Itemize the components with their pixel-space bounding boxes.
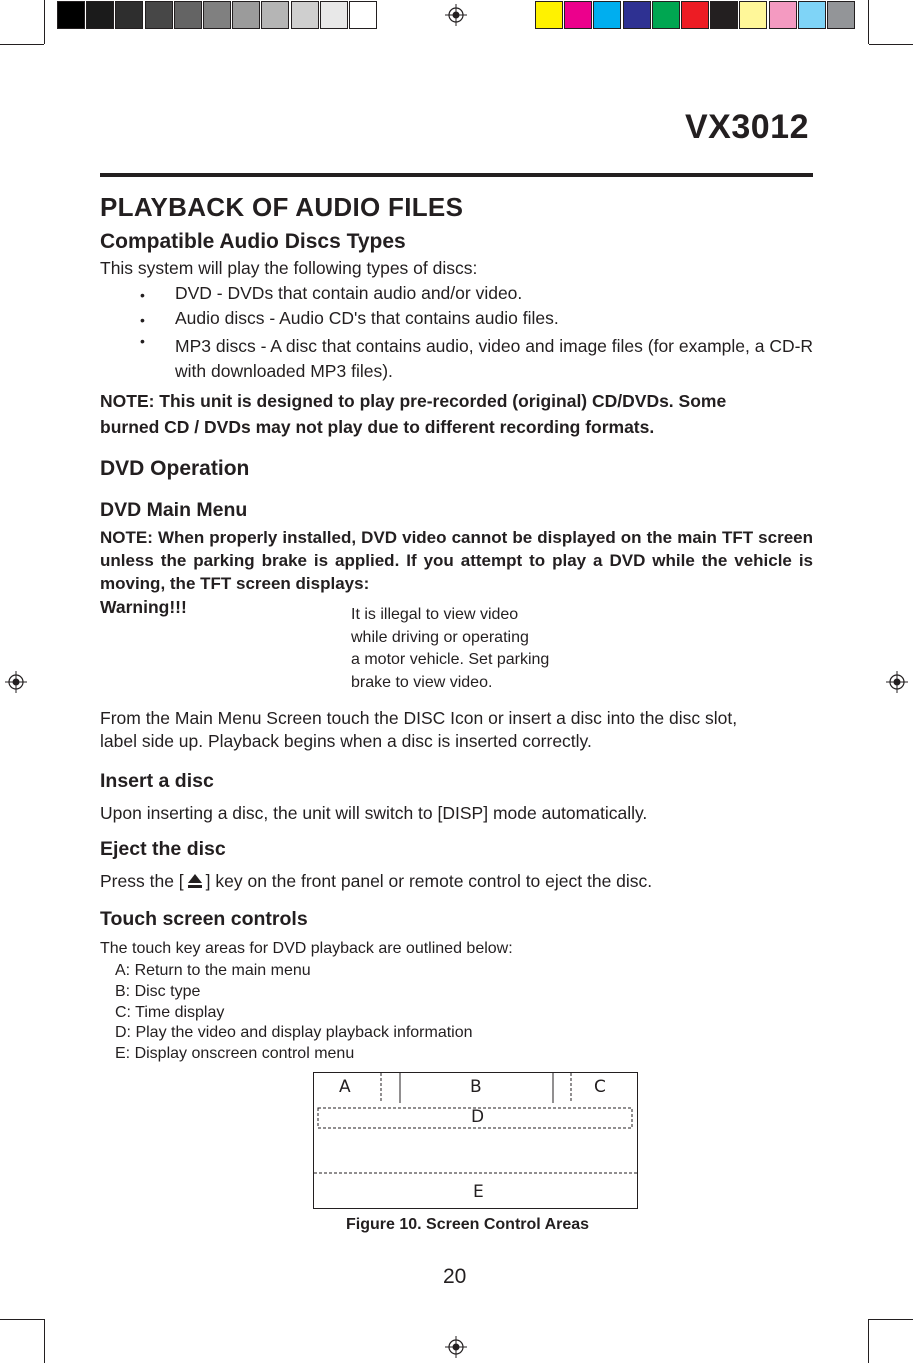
- eject-text-after: ] key on the front panel or remote control to eject the disc.: [205, 871, 653, 891]
- section-title: PLAYBACK OF AUDIO FILES: [100, 192, 464, 222]
- color-swatch: [739, 1, 767, 29]
- page-number: 20: [443, 1265, 467, 1288]
- area-b-label: B: [470, 1077, 482, 1097]
- area-d-label: D: [471, 1107, 485, 1127]
- bullet-icon: •: [140, 333, 145, 349]
- crop-mark: [44, 1319, 45, 1363]
- registration-mark-icon: [445, 1336, 467, 1358]
- area-e-label: E: [473, 1182, 484, 1202]
- warning-line: It is illegal to view video: [351, 606, 519, 623]
- list-item: B: Disc type: [115, 983, 201, 1000]
- touch-controls-intro: The touch key areas for DVD playback are outlined below:: [100, 940, 513, 957]
- color-swatch: [349, 1, 377, 29]
- registration-mark-icon: [445, 4, 467, 26]
- color-swatch: [86, 1, 114, 29]
- dvd-operation-heading: DVD Operation: [100, 457, 250, 480]
- touch-controls-heading: Touch screen controls: [100, 908, 308, 930]
- color-swatch: [261, 1, 289, 29]
- list-item: D: Play the video and display playback information: [115, 1024, 473, 1041]
- list-item: MP3 discs - A disc that contains audio, video and image files (for example, a CD-R: [175, 336, 814, 356]
- figure-caption: Figure 10. Screen Control Areas: [346, 1216, 590, 1233]
- color-swatch: [320, 1, 348, 29]
- crop-mark: [869, 44, 913, 45]
- insert-disc-heading: Insert a disc: [100, 770, 214, 792]
- color-swatch: [174, 1, 202, 29]
- crop-mark: [868, 1319, 869, 1363]
- crop-mark: [0, 44, 44, 45]
- color-swatch: [769, 1, 797, 29]
- area-c-label: C: [594, 1077, 606, 1097]
- color-swatch: [145, 1, 173, 29]
- list-item: Audio discs - Audio CD's that contains audio files.: [175, 308, 559, 328]
- warning-message: [351, 604, 549, 694]
- header-rule: [100, 173, 813, 177]
- crop-mark: [869, 1319, 913, 1320]
- eject-text-before: Press the [: [100, 871, 184, 891]
- color-swatch: [115, 1, 143, 29]
- registration-mark-icon: [5, 671, 27, 693]
- color-swatch: [203, 1, 231, 29]
- eject-icon: [187, 873, 203, 888]
- warning-line: a motor vehicle. Set parking: [351, 651, 550, 668]
- dvd-main-menu-heading: DVD Main Menu: [100, 499, 248, 521]
- list-item: DVD - DVDs that contain audio and/or video.: [175, 283, 523, 303]
- bullet-icon: •: [140, 312, 145, 328]
- list-item-continuation: with downloaded MP3 files).: [175, 361, 393, 381]
- color-swatch: [798, 1, 826, 29]
- warning-line: while driving or operating: [351, 628, 529, 646]
- warning-label: Warning!!!: [100, 597, 187, 617]
- color-swatch: [652, 1, 680, 29]
- insert-disc-text: Upon inserting a disc, the unit will switch to [DISP] mode automatically.: [100, 803, 648, 823]
- list-item: C: Time display: [115, 1004, 225, 1021]
- model-number: VX3012: [685, 108, 809, 146]
- color-swatch: [827, 1, 855, 29]
- color-swatch: [57, 1, 85, 29]
- main-menu-instructions: [100, 707, 737, 753]
- color-swatch: [564, 1, 592, 29]
- compatible-discs-heading: Compatible Audio Discs Types: [100, 230, 406, 253]
- color-swatch: [681, 1, 709, 29]
- warning-line: brake to view video.: [351, 673, 493, 691]
- color-swatch: [593, 1, 621, 29]
- color-swatch: [291, 1, 319, 29]
- crop-mark: [0, 1319, 44, 1320]
- list-item: E: Display onscreen control menu: [115, 1045, 355, 1062]
- bullet-icon: •: [140, 287, 145, 303]
- eject-disc-text: [100, 871, 652, 892]
- eject-disc-heading: Eject the disc: [100, 838, 226, 860]
- compatibility-note-line-1: NOTE: This unit is designed to play pre-recorded (original) CD/DVDs. Some: [100, 391, 727, 411]
- screen-control-areas-diagram: [313, 1072, 638, 1209]
- instruction-line: label side up. Playback begins when a disc is inserted correctly.: [100, 731, 592, 751]
- instruction-line: From the Main Menu Screen touch the DISC Icon or insert a disc into the disc slot,: [100, 708, 738, 728]
- parking-brake-note: NOTE: When properly installed, DVD video cannot be displayed on the main TFT screen unless the parking brake is applied. If you attempt to play a DVD while the vehicle is moving, the TFT screen displays:: [100, 528, 813, 593]
- color-swatch: [232, 1, 260, 29]
- crop-mark: [868, 0, 869, 44]
- color-swatch: [623, 1, 651, 29]
- list-item: A: Return to the main menu: [115, 962, 311, 979]
- color-swatch: [535, 1, 563, 29]
- compatibility-note-line-2: burned CD / DVDs may not play due to different recording formats.: [100, 417, 655, 437]
- area-a-label: A: [339, 1077, 351, 1097]
- crop-mark: [44, 0, 45, 44]
- registration-mark-icon: [886, 671, 908, 693]
- compatible-intro: This system will play the following types of discs:: [100, 258, 478, 278]
- color-swatch: [710, 1, 738, 29]
